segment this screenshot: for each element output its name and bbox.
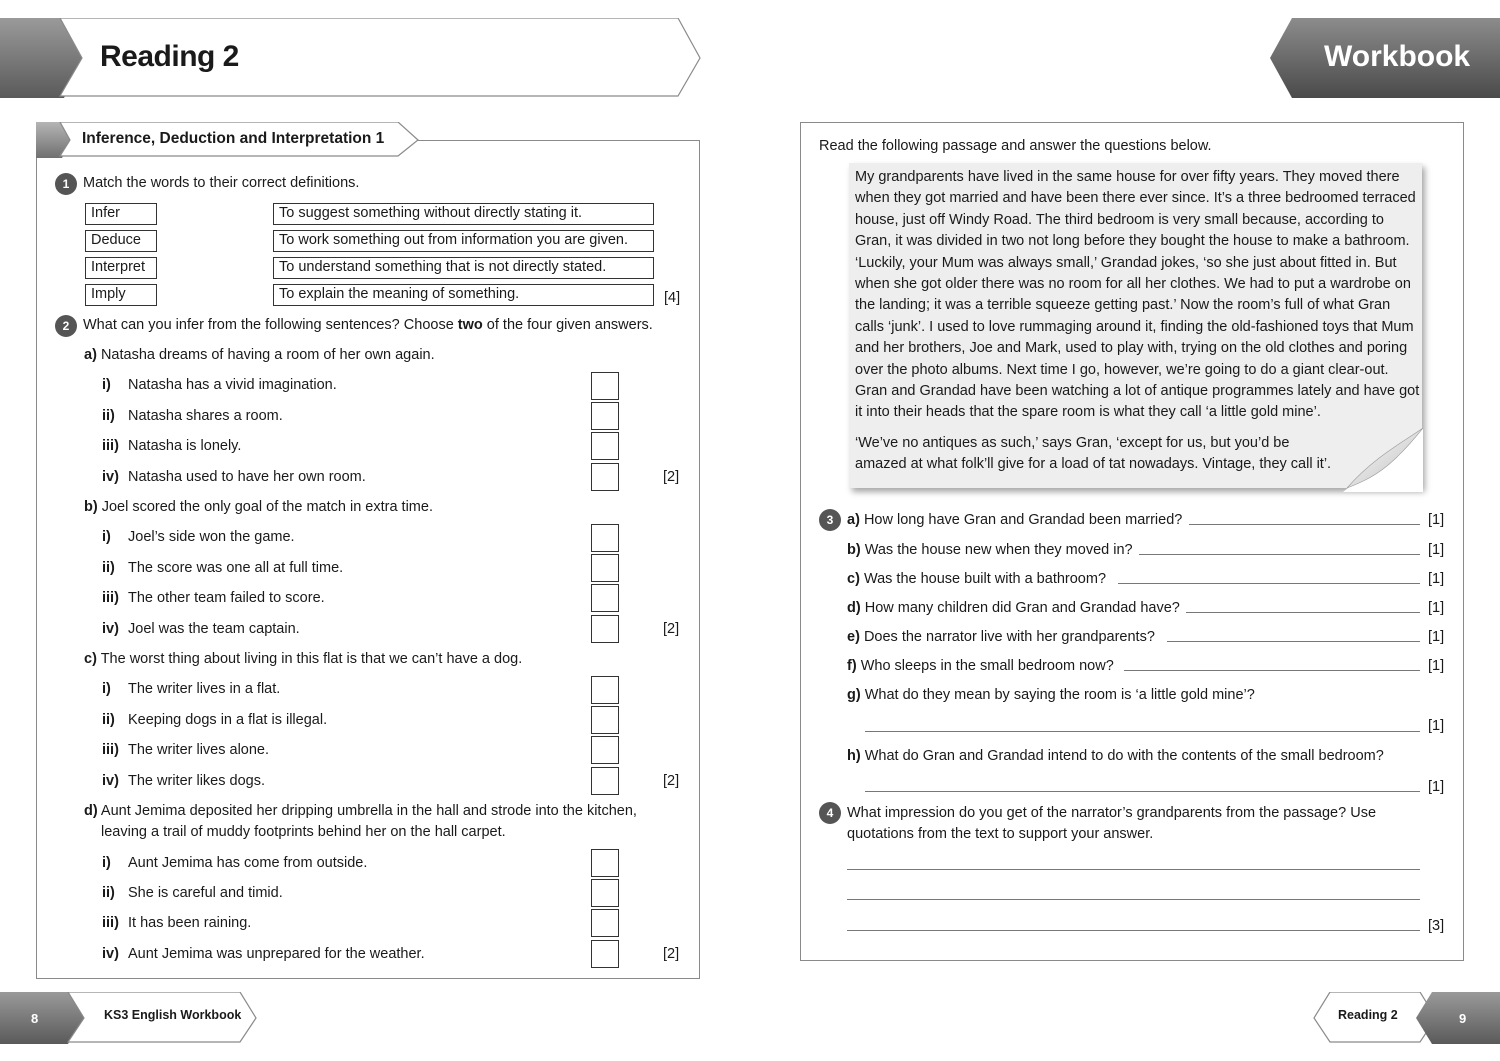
sub-question-continued: leaving a trail of muddy footprints behind her on the hall carpet. xyxy=(101,824,506,840)
match-definition[interactable]: To work something out from information you are given. xyxy=(273,230,654,252)
option-numeral: iv) xyxy=(102,621,119,637)
answer-checkbox[interactable] xyxy=(591,676,619,704)
answer-checkbox[interactable] xyxy=(591,402,619,430)
short-question: f) Who sleeps in the small bedroom now? xyxy=(847,658,1114,674)
short-question: a) How long have Gran and Grandad been married? xyxy=(847,512,1183,528)
sub-question: a) Natasha dreams of having a room of her own again. xyxy=(84,347,435,363)
answer-checkbox[interactable] xyxy=(591,706,619,734)
option-text: It has been raining. xyxy=(128,915,252,931)
option-numeral: i) xyxy=(102,855,111,871)
match-word[interactable]: Imply xyxy=(85,284,157,306)
sub-question: c) The worst thing about living in this flat is that we can’t have a dog. xyxy=(84,651,523,667)
short-question: d) How many children did Gran and Grandad have? xyxy=(847,600,1180,616)
short-question: b) Was the house new when they moved in? xyxy=(847,542,1133,558)
answer-checkbox[interactable] xyxy=(591,615,619,643)
answer-line[interactable] xyxy=(1167,641,1420,642)
question-prompt: What can you infer from the following sentences? Choose two of the four given answers. xyxy=(83,317,653,333)
match-word[interactable]: Deduce xyxy=(85,230,157,252)
answer-checkbox[interactable] xyxy=(591,879,619,907)
question-number: 1 xyxy=(55,173,77,195)
answer-checkbox[interactable] xyxy=(591,432,619,460)
option-numeral: ii) xyxy=(102,408,115,424)
question-number: 2 xyxy=(55,315,77,337)
marks-label: [2] xyxy=(663,469,680,485)
option-numeral: ii) xyxy=(102,560,115,576)
answer-line[interactable] xyxy=(847,930,1420,931)
answer-line[interactable] xyxy=(1186,612,1420,613)
sub-question: b) Joel scored the only goal of the match in extra time. xyxy=(84,499,433,515)
match-definition[interactable]: To understand something that is not directly stated. xyxy=(273,257,654,279)
footer-title: Reading 2 xyxy=(1338,1008,1398,1022)
option-text: Natasha used to have her own room. xyxy=(128,469,366,485)
option-text: Keeping dogs in a flat is illegal. xyxy=(128,712,328,728)
answer-line[interactable] xyxy=(865,791,1420,792)
match-definition[interactable]: To suggest something without directly stating it. xyxy=(273,203,654,225)
answer-line[interactable] xyxy=(1139,554,1420,555)
answer-checkbox[interactable] xyxy=(591,554,619,582)
option-text: She is careful and timid. xyxy=(128,885,283,901)
option-numeral: iv) xyxy=(102,773,119,789)
sub-question: d) Aunt Jemima deposited her dripping umbrella in the hall and strode into the kitchen, xyxy=(84,803,637,819)
option-text: Joel’s side won the game. xyxy=(128,529,295,545)
answer-checkbox[interactable] xyxy=(591,463,619,491)
passage-paragraph: ‘We’ve no antiques as such,’ says Gran, ‘except for us, but you’d be amazed at what folk’ll give for a load of tat nowadays. Vintage, they call it’. xyxy=(855,435,1332,473)
option-text: Natasha has a vivid imagination. xyxy=(128,377,337,393)
option-numeral: iv) xyxy=(102,469,119,485)
answer-checkbox[interactable] xyxy=(591,849,619,877)
page-title: Reading 2 xyxy=(100,40,239,73)
passage-intro: Read the following passage and answer the questions below. xyxy=(819,138,1212,154)
marks-label: [1] xyxy=(1428,542,1445,558)
marks-label: [3] xyxy=(1428,918,1445,934)
option-numeral: i) xyxy=(102,681,111,697)
answer-checkbox[interactable] xyxy=(591,767,619,795)
option-numeral: ii) xyxy=(102,885,115,901)
footer-title: KS3 English Workbook xyxy=(104,1008,242,1022)
question-prompt: Match the words to their correct definitions. xyxy=(83,175,360,191)
option-numeral: iii) xyxy=(102,590,119,606)
passage-paragraph: My grandparents have lived in the same house for over fifty years. They moved there when they got married and have been there ever since. It’s a three bedroomed terraced house, just off Windy Road. The third bedroom is very small because, according to Gran, it was divided in two not long before they bought the house to make a bathroom. ‘Luckily, your Mum was always small,’ Grandad jokes, ‘so she just about fitted in. But when she got older there was no room for all her clothes. We had to put a wardrobe on the landing; it was a terrible squeeze getting past.’ Now the room’s full of what Gran calls ‘junk’. I used to love rummaging around it, finding the old-fashioned toys that Mum and her brothers, Joe and Mark, used to play with, trying on the old clothes and poring over the photo albums. Next time I go, however, we’re going to do a giant clear-out. Gran and Grandad have been watching a lot of antique programmes lately and have got it into their heads that the spare room is what they call ‘a little gold mine’. xyxy=(855,169,1420,421)
marks-label: [4] xyxy=(664,290,681,306)
section-title: Inference, Deduction and Interpretation 1 xyxy=(82,130,385,147)
page-curl xyxy=(1343,428,1423,492)
marks-label: [2] xyxy=(663,946,680,962)
marks-label: [1] xyxy=(1428,600,1445,616)
option-numeral: iii) xyxy=(102,915,119,931)
option-text: Natasha shares a room. xyxy=(128,408,283,424)
short-question: c) Was the house built with a bathroom? xyxy=(847,571,1107,587)
answer-line[interactable] xyxy=(847,869,1420,870)
answer-checkbox[interactable] xyxy=(591,909,619,937)
answer-checkbox[interactable] xyxy=(591,940,619,968)
match-word[interactable]: Infer xyxy=(85,203,157,225)
answer-line[interactable] xyxy=(865,731,1420,732)
answer-line[interactable] xyxy=(847,899,1420,900)
answer-checkbox[interactable] xyxy=(591,372,619,400)
option-text: The other team failed to score. xyxy=(128,590,325,606)
answer-checkbox[interactable] xyxy=(591,524,619,552)
answer-checkbox[interactable] xyxy=(591,736,619,764)
answer-line[interactable] xyxy=(1124,670,1420,671)
option-numeral: i) xyxy=(102,529,111,545)
question-number: 4 xyxy=(819,802,841,824)
marks-label: [1] xyxy=(1428,718,1445,734)
option-numeral: ii) xyxy=(102,712,115,728)
page-number: 9 xyxy=(1459,1011,1467,1026)
answer-line[interactable] xyxy=(1118,583,1420,584)
marks-label: [1] xyxy=(1428,512,1445,528)
answer-checkbox[interactable] xyxy=(591,584,619,612)
match-definition[interactable]: To explain the meaning of something. xyxy=(273,284,654,306)
short-question: e) Does the narrator live with her grandparents? xyxy=(847,629,1155,645)
option-text: Aunt Jemima has come from outside. xyxy=(128,855,368,871)
option-numeral: iii) xyxy=(102,742,119,758)
option-numeral: i) xyxy=(102,377,111,393)
marks-label: [2] xyxy=(663,773,680,789)
workbook-label: Workbook xyxy=(1324,40,1471,73)
marks-label: [1] xyxy=(1428,779,1445,795)
question-prompt-continued: quotations from the text to support your answer. xyxy=(847,826,1154,842)
option-numeral: iii) xyxy=(102,438,119,454)
marks-label: [2] xyxy=(663,621,680,637)
marks-label: [1] xyxy=(1428,629,1445,645)
short-question: g) What do they mean by saying the room is ‘a little gold mine’? xyxy=(847,687,1255,703)
short-question: h) What do Gran and Grandad intend to do with the contents of the small bedroom? xyxy=(847,748,1384,764)
option-text: Joel was the team captain. xyxy=(128,621,300,637)
option-text: The writer lives alone. xyxy=(128,742,270,758)
option-text: The writer likes dogs. xyxy=(128,773,265,789)
option-text: Natasha is lonely. xyxy=(128,438,242,454)
question-prompt: What impression do you get of the narrator’s grandparents from the passage? Use xyxy=(847,805,1377,821)
page-number: 8 xyxy=(31,1011,39,1026)
marks-label: [1] xyxy=(1428,571,1445,587)
option-numeral: iv) xyxy=(102,946,119,962)
match-word[interactable]: Interpret xyxy=(85,257,157,279)
option-text: The writer lives in a flat. xyxy=(128,681,281,697)
option-text: Aunt Jemima was unprepared for the weather. xyxy=(128,946,425,962)
marks-label: [1] xyxy=(1428,658,1445,674)
option-text: The score was one all at full time. xyxy=(128,560,344,576)
answer-line[interactable] xyxy=(1189,524,1420,525)
question-number: 3 xyxy=(819,509,841,531)
